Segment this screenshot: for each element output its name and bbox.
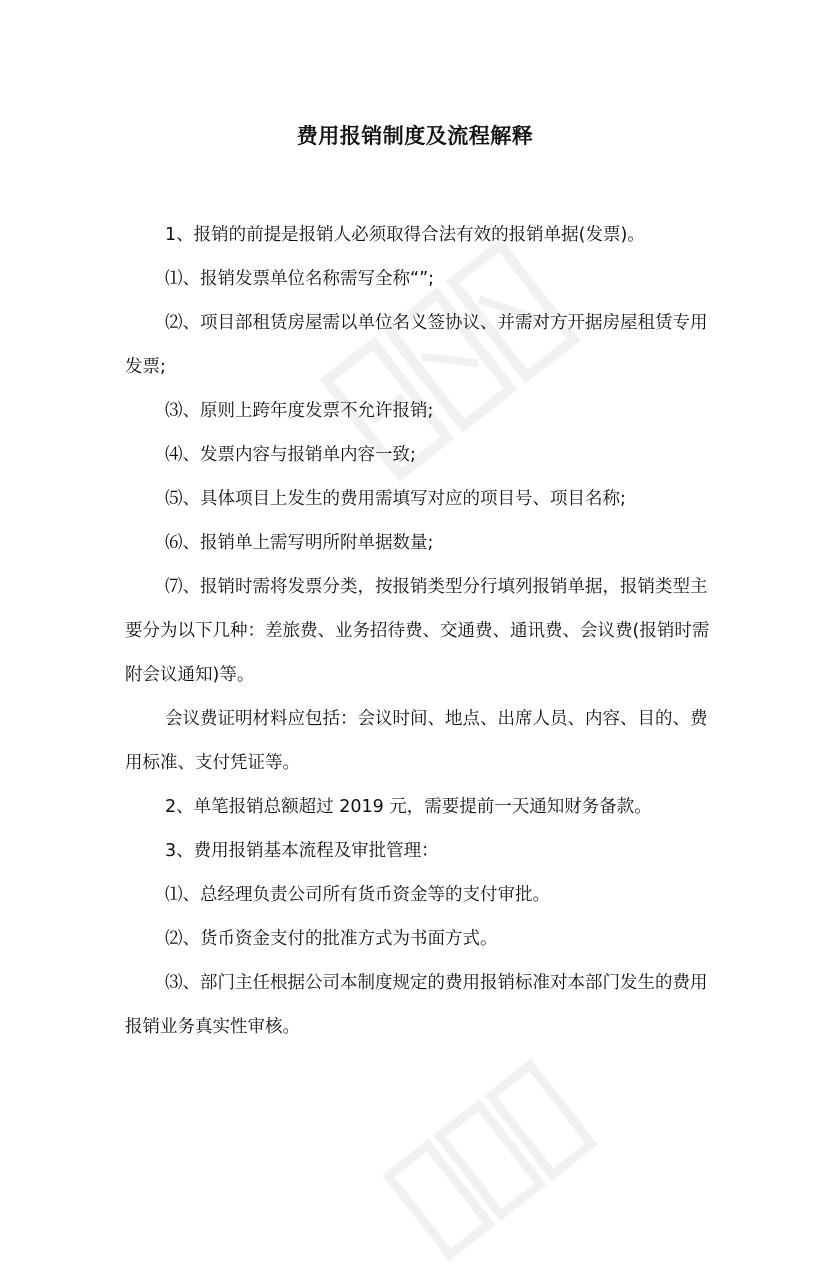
document-title: 费用报销制度及流程解释 (296, 124, 534, 148)
paragraph-1-7: ⑺、报销时需将发票分类，按报销类型分行填列报销单据，报销类型主要分为以下几种：差旅费、业务招待费、交通费、通讯费、会议费(报销时需附会议通知)等。 (125, 577, 710, 685)
paragraph-3: 3、费用报销基本流程及审批管理： (165, 841, 439, 861)
paragraph-2: 2、单笔报销总额超过 2019 元，需要提前一天通知财务备款。 (165, 797, 652, 817)
paragraph-3-3: ⑶、部门主任根据公司本制度规定的费用报销标准对本部门发生的费用报销业务真实性审核。 (125, 973, 708, 1037)
document-body (125, 213, 715, 1049)
paragraph-1-3: ⑶、原则上跨年度发票不允许报销; (165, 401, 434, 421)
paragraph-1-5: ⑸、具体项目上发生的费用需填写对应的项目号、项目名称; (165, 489, 626, 509)
paragraph-3-2: ⑵、货币资金支付的批准方式为书面方式。 (165, 929, 498, 949)
paragraph-1-2: ⑵、项目部租赁房屋需以单位名义签协议、并需对方开据房屋租赁专用发票; (125, 313, 708, 377)
paragraph-1-4: ⑷、发票内容与报销单内容一致; (165, 445, 416, 465)
watermark-stamp-icon (368, 1043, 612, 1276)
paragraph-1: 1、报销的前提是报销人必须取得合法有效的报销单据(发票)。 (165, 225, 645, 245)
paragraph-3-1: ⑴、总经理负责公司所有货币资金等的支付审批。 (165, 885, 550, 905)
paragraph-1-1: ⑴、报销发票单位名称需写全称“”; (165, 269, 435, 289)
paragraph-meeting-materials: 会议费证明材料应包括：会议时间、地点、出席人员、内容、目的、费用标准、支付凭证等。 (125, 709, 708, 773)
paragraph-1-6: ⑹、报销单上需写明所附单据数量; (165, 533, 434, 553)
